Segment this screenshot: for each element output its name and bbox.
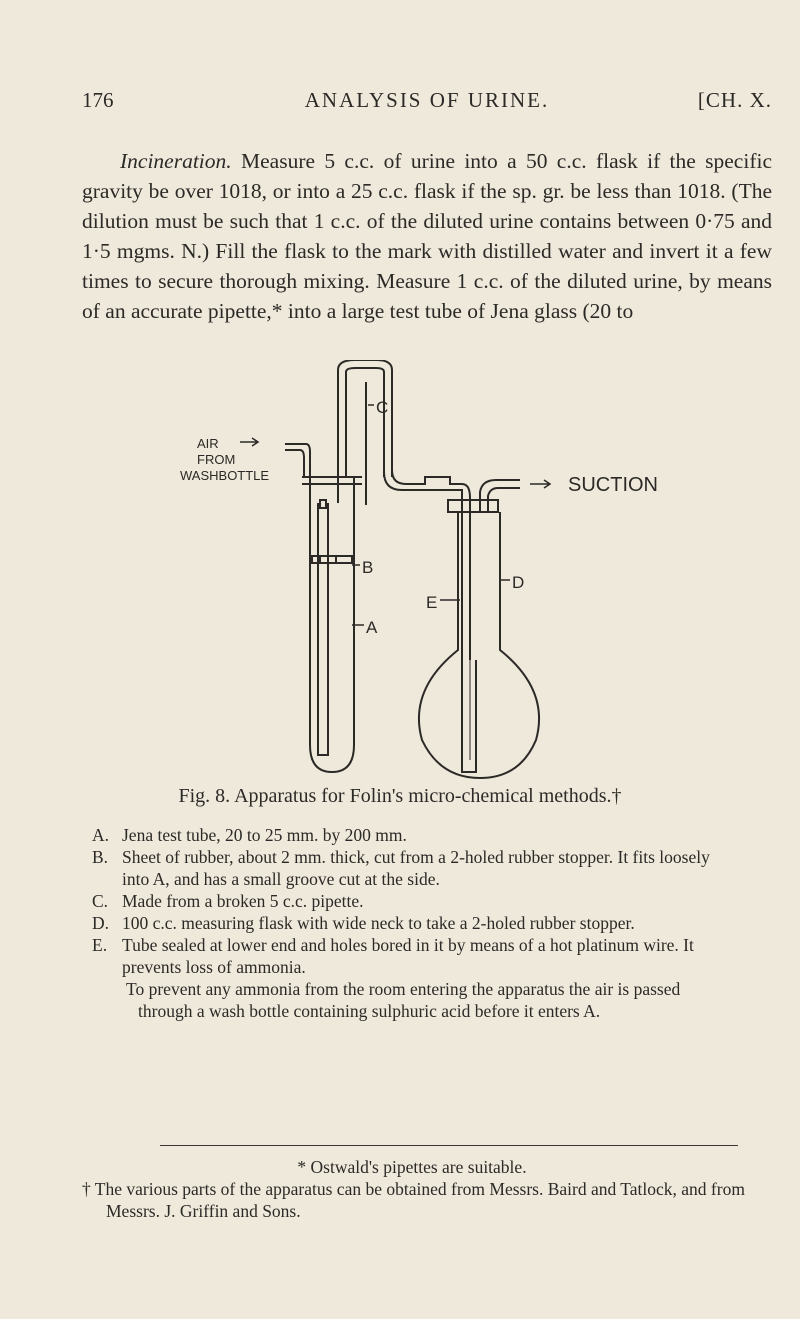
inner-tube [318,503,328,755]
footnotes [82,1156,782,1222]
legend-item-c [92,890,722,912]
legend-key: B. [92,847,109,867]
footnote-star: * Ostwald's pipettes are suitable. [297,1157,527,1177]
footnote-divider [160,1145,738,1146]
flask-stopper [448,500,498,512]
legend-text: Jena test tube, 20 to 25 mm. by 200 mm. [122,825,407,845]
test-tube-a [310,477,354,772]
legend-key: A. [92,825,110,845]
chapter-label: [CH. X. [697,88,772,112]
page-number: 176 [82,88,114,112]
running-title: ANALYSIS OF URINE. [304,88,550,112]
legend-item-b [92,846,722,890]
label-washbottle: WASHBOTTLE [180,468,270,483]
legend-key: C. [92,891,109,911]
label-e: E [426,593,438,612]
label-air: AIR [197,436,219,451]
legend-item-e [92,934,722,978]
suction-outlet [480,480,520,512]
measuring-flask-d [419,512,539,778]
figure-legend [92,824,722,1022]
legend-item-a [92,824,722,846]
page-header [82,88,772,128]
apparatus-figure [140,360,700,790]
label-b: B [362,558,374,577]
apparatus-drawing [240,360,550,778]
label-d: D [512,573,525,592]
legend-key: E. [92,935,108,955]
label-a: A [366,618,378,637]
legend-key: D. [92,913,110,933]
legend-text: Sheet of rubber, about 2 mm. thick, cut from a 2-holed rubber stopper. It fits loosely into A, and has a small groove cut at the side. [122,847,710,889]
legend-item-d [92,912,722,934]
label-from: FROM [197,452,236,467]
figure-caption: Fig. 8. Apparatus for Folin's micro-chemical methods.† [178,785,622,807]
legend-text: Made from a broken 5 c.c. pipette. [122,891,364,911]
legend-note: To prevent any ammonia from the room entering the apparatus the air is passed through a wash bottle containing sulphuric acid before it enters A. [126,979,681,1021]
air-inlet-tube [285,444,310,477]
apparatus-diagram [140,360,700,790]
paragraph-text: Measure 5 c.c. of urine into a 50 c.c. flask if the specific gravity be over 1018, or into a 25 c.c. flask if the sp. gr. be less than 1018. (The dilution must be such that 1 c.c. of the diluted urine contains between 0·75 and 1·5 mgms. N.) Fill the flask to the mark with distilled water and invert it a few times to secure thorough mixing. Measure 1 c.c. of the diluted urine, by means of an accurate pipette,* into a large test tube of Jena glass (20 to [82,149,772,323]
footnote-dagger: † The various parts of the apparatus can be obtained from Messrs. Baird and Tatlock, and from Messrs. J. Griffin and Sons. [82,1179,745,1221]
label-suction: SUCTION [568,474,658,496]
legend-text: Tube sealed at lower end and holes bored in it by means of a hot platinum wire. It prevents loss of ammonia. [122,935,694,977]
paragraph-lead: Incineration. [120,149,232,173]
incineration-paragraph [82,146,772,326]
tube-e [462,660,476,772]
legend-text: 100 c.c. measuring flask with wide neck to take a 2-holed rubber stopper. [122,913,635,933]
label-c: C [376,398,389,417]
